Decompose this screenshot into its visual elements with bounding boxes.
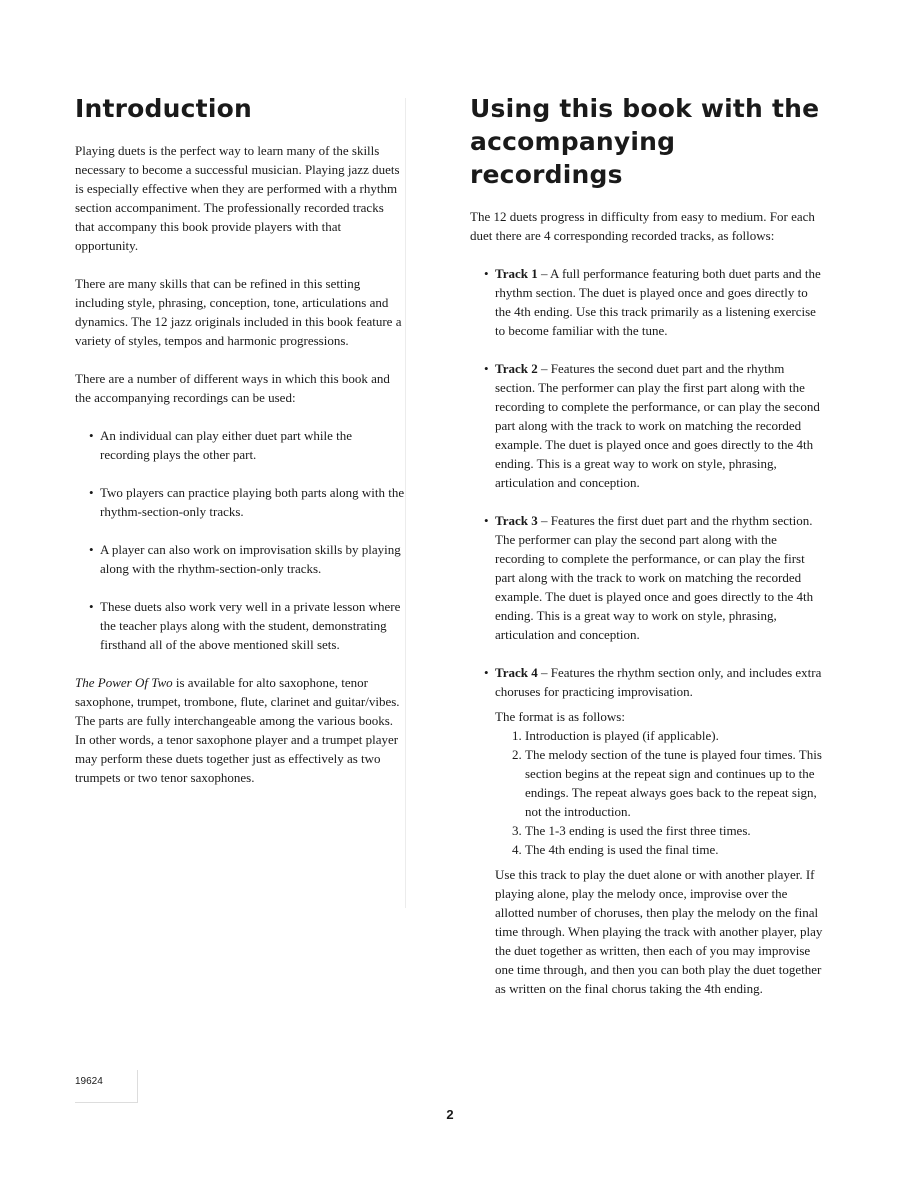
catalog-number: 19624 (75, 1070, 138, 1103)
book-title: The Power Of Two (75, 675, 173, 690)
track-item (484, 663, 826, 701)
usage-item: • A player can also work on improvisation skills by playing along with the rhythm-section-only tracks. (89, 540, 405, 578)
usage-item: • An individual can play either duet part while the recording plays the other part. (89, 426, 405, 464)
track-label: Track 3 (495, 513, 538, 528)
format-step: 2. The melody section of the tune is played four times. This section begins at the repeat sign and continues up to the endings. The repeat always goes back to the repeat sign, not the introduction. (525, 745, 826, 821)
format-intro: The format is as follows: (495, 709, 625, 724)
usage-list (75, 426, 405, 654)
format-step: 1. Introduction is played (if applicable). (525, 726, 826, 745)
track-description: – A full performance featuring both duet parts and the rhythm section. The duet is played once and goes directly to the 4th ending. Use this track primarily as a listening exercise to become familiar with the tune. (495, 266, 821, 338)
track-list (470, 264, 826, 701)
intro-paragraph-3: There are a number of different ways in which this book and the accompanying recordings can be used: (75, 371, 390, 405)
track-item (484, 511, 826, 644)
column-divider (405, 98, 406, 908)
recordings-heading: Using this book with the accompanying recordings (470, 94, 820, 189)
introduction-column (75, 92, 405, 806)
introduction-heading: Introduction (75, 94, 252, 123)
closing-paragraph: Use this track to play the duet alone or with another player. If playing alone, play the melody once, improvise over the allotted number of choruses, then play the melody on the final time through. When playing the track with another player, play the duet together as written, then each of you may improvise one time through, and then you can both play the duet together as written on the final chorus taking the 4th ending. (495, 867, 823, 996)
track-4-closing (470, 865, 826, 998)
availability-text: is available for alto saxophone, tenor saxophone, trumpet, trombone, flute, clarinet and guitar/vibes. The parts are fully interchangeable among the various books. In other words, a tenor saxophone player and a trumpet player may perform these duets together just as effectively as two trumpets or two tenor saxophones. (75, 675, 400, 785)
track-label: Track 2 (495, 361, 538, 376)
track-description: – Features the first duet part and the rhythm section. The performer can play the second part along with the recording to complete the performance, or can play the first part along with the track to work on matching the recorded example. The duet is played once and goes directly to the 4th ending. This is a great way to work on style, phrasing, articulation and conception. (495, 513, 814, 642)
availability-paragraph (75, 673, 405, 787)
format-steps (495, 726, 826, 859)
intro-paragraph-2: There are many skills that can be refined in this setting including style, phrasing, conception, tone, articulations and dynamics. The 12 jazz originals included in this book feature a variety of styles, tempos and harmonic progressions. (75, 276, 402, 348)
usage-item: • Two players can practice playing both parts along with the rhythm-section-only tracks. (89, 483, 405, 521)
format-section (470, 707, 826, 859)
format-step: 4. The 4th ending is used the final time. (525, 840, 826, 859)
track-description: – Features the second duet part and the rhythm section. The performer can play the first part along with the recording to complete the performance, or can play the second part along with the track to work on matching the recorded example. The duet is played once and goes directly to the 4th ending. This is a great way to work on style, phrasing, articulation and conception. (495, 361, 820, 490)
track-description: – Features the rhythm section only, and includes extra choruses for practicing improvisation. (495, 665, 822, 699)
recordings-intro: The 12 duets progress in difficulty from easy to medium. For each duet there are 4 corresponding recorded tracks, as follows: (470, 209, 815, 243)
format-step: 3. The 1-3 ending is used the first three times. (525, 821, 826, 840)
usage-item: • These duets also work very well in a private lesson where the teacher plays along with the student, demonstrating firsthand all of the above mentioned skill sets. (89, 597, 405, 654)
page-number: 2 (446, 1107, 454, 1122)
track-item (484, 264, 826, 340)
recordings-column (470, 92, 826, 998)
track-item (484, 359, 826, 492)
intro-paragraph-1: Playing duets is the perfect way to learn many of the skills necessary to become a successful musician. Playing jazz duets is especially effective when they are performed with a rhythm section accompaniment. The professionally recorded tracks that accompany this book provide players with that opportunity. (75, 143, 400, 253)
track-label: Track 1 (495, 266, 538, 281)
track-label: Track 4 (495, 665, 538, 680)
